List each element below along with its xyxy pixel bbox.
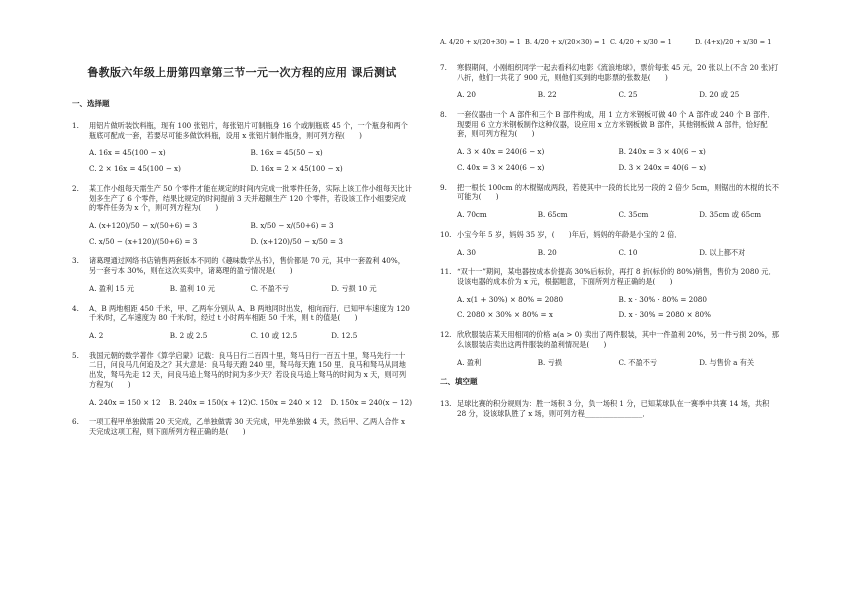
answer-option[interactable]: C. 4/20 + x/30 = 1	[610, 38, 672, 46]
answer-options	[457, 147, 780, 172]
question-12	[440, 330, 780, 367]
answer-option[interactable]: C. x/50 − (x+120)/(50+6) = 3	[89, 236, 198, 246]
answer-option[interactable]: B. 16x = 45(50 − x)	[250, 148, 323, 158]
answer-option[interactable]: D. (4+x)/20 + x/30 = 1	[695, 38, 772, 46]
question-9	[440, 183, 780, 220]
question-stem: 诸葛理通过网络书店销售两套版本不同的《趣味数学丛书》，售价都是 70 元，其中一套盈利 40%，另一套亏本 30%，则在这次买卖中，诸葛理的盈亏情况是( )	[89, 256, 405, 276]
answer-option[interactable]: B. 240x = 3 × 40(6 − x)	[618, 147, 706, 157]
answer-option[interactable]: C. 2080 × 30% × 80% = x	[457, 310, 553, 320]
question-number: 7.	[440, 62, 447, 72]
answer-option[interactable]: A. 70cm	[457, 210, 487, 220]
answer-option[interactable]: D. 以上都不对	[699, 247, 746, 257]
answer-option[interactable]: D. 与售价 a 有关	[699, 357, 755, 367]
q6-options	[440, 38, 780, 47]
page-title: 鲁教版六年级上册第四章第三节一元一次方程的应用 课后测试	[87, 66, 397, 79]
question-11	[440, 267, 780, 320]
answer-option[interactable]: C. 10 或 12.5	[250, 331, 298, 341]
answer-option[interactable]: C. 不盈不亏	[618, 357, 658, 367]
question-2	[72, 184, 412, 247]
question-1	[72, 121, 412, 174]
question-stem: 某工作小组每天需生产 50 个零件才能在规定的时间内完成一批零件任务，实际上该工作小组每天比计划多生产了 6 个零件，结果比规定的时间提前 3 天并超额生产 120 个零件，若设该工作小组要完成的零件任务为 x 个，则可列方程为( )	[89, 183, 412, 213]
question-stem: 足球比赛的积分规则为：胜一场积 3 分，负一场积 1 分，已知某球队在一赛季中共赛 14 场，共积 28 分，设该球队胜了 x 场，则可列方程________________．	[457, 399, 770, 419]
question-number: 13.	[440, 399, 452, 409]
answer-option[interactable]: B. 65cm	[537, 210, 568, 220]
answer-option[interactable]: C. 不盈不亏	[250, 283, 290, 293]
question-number: 6.	[72, 417, 79, 427]
answer-option[interactable]: C. 40x = 3 × 240(6 − x)	[457, 162, 545, 172]
answer-option[interactable]: A. 盈利 15 元	[89, 283, 135, 293]
question-number: 10.	[440, 229, 452, 239]
question-8	[440, 110, 780, 173]
answer-option[interactable]: A. 30	[457, 247, 476, 257]
question-stem: 寒假期间，小刚组织同学一起去看科幻电影《流浪地球》，票价每张 45 元，20 张以上(不含 20 张)打八折，他们一共花了 900 元，则他们买到的电影票的张数是( )	[457, 62, 779, 82]
question-number: 12.	[440, 330, 452, 340]
answer-option[interactable]: A. 2	[89, 331, 104, 341]
answer-options	[89, 331, 412, 341]
answer-option[interactable]: D. 150x = 240(x − 12)	[330, 397, 412, 407]
answer-options	[89, 398, 412, 408]
answer-options	[457, 248, 780, 258]
question-stem: 把一根长 100cm 的木棍锯成两段，若使其中一段的长比另一段的 2 倍少 5cm，则锯出的木棍的长不可能为( )	[457, 182, 779, 202]
section-choice-heading: 一、选择题	[72, 98, 110, 108]
question-stem: 我国元朝的数学著作《算学启蒙》记载：良马日行二百四十里，驽马日行一百五十里，驽马先行一十二日，问良马几何追及之？其大意是：良马每天跑 240 里，驽马每天跑 150 里．良马和驽马从同地出发，驽马先走 12 天，问良马追上驽马的时间为多少天？若设良马追上驽马的时间为 x 天，则可列方程为( )	[89, 350, 407, 389]
question-number: 8.	[440, 110, 447, 120]
answer-option[interactable]: D. 12.5	[331, 331, 358, 341]
question-stem: 一套仪器由一个 A 部件和三个 B 部件构成，用 1 立方米钢板可做 40 个 A 部件或 240 个 B 部件．现要用 6 立方米钢板制作这种仪器，设应用 x 立方米钢板做 B 部件，其他钢板做 A 部件，恰好配套，则可列方程为( )	[457, 110, 775, 139]
question-stem: 一项工程甲单独做需 20 天完成，乙单独做需 30 天完成，甲先单独做 4 天，然后甲、乙两人合作 x 天完成这项工程，则下面所列方程正确的是( )	[89, 417, 406, 437]
answer-option[interactable]: A. 4/20 + x/(20+30) = 1	[440, 38, 521, 46]
answer-option[interactable]: A. 240x = 150 × 12	[89, 397, 161, 407]
answer-option[interactable]: A. (x+120)/50 − x/(50+6) = 3	[89, 221, 198, 230]
answer-option[interactable]: C. 2 × 16x = 45(100 − x)	[89, 164, 181, 174]
right-column	[440, 38, 780, 429]
answer-option[interactable]: D. x · 30% = 2080 × 80%	[618, 310, 711, 320]
question-number: 5.	[72, 350, 79, 360]
answer-option[interactable]: A. 20	[457, 90, 476, 100]
question-number: 9.	[440, 182, 447, 192]
question-number: 11.	[440, 267, 452, 277]
question-stem: A、B 两地相距 450 千米，甲、乙两车分别从 A、B 两地同时出发，相向而行．已知甲车速度为 120 千米/时，乙车速度为 80 千米/时，经过 t 小时两车相距 50 千米，则 t 的值是( )	[89, 303, 410, 323]
answer-option[interactable]: D. (x+120)/50 − x/50 = 3	[250, 236, 343, 246]
question-number: 4.	[72, 303, 79, 313]
answer-option[interactable]: C. 35cm	[618, 210, 649, 220]
question-7	[440, 63, 780, 100]
question-number: 1.	[72, 120, 79, 130]
answer-options	[457, 210, 780, 220]
question-stem: 小宝今年 5 岁，妈妈 35 岁，( )年后，妈妈的年龄是小宝的 2 倍．	[457, 229, 682, 239]
question-6	[72, 417, 412, 436]
question-stem: 用铝片做听装饮料瓶，现有 100 张铝片，每张铝片可制瓶身 16 个或制瓶底 45 个，一个瓶身和两个瓶底可配成一套，若要尽可能多做饮料瓶，设用 x 张铝片制作瓶身，则可列方程( )	[89, 120, 408, 140]
answer-option[interactable]: A. 盈利	[457, 357, 482, 367]
section-fill-heading: 二、填空题	[440, 377, 478, 387]
right-question-list	[440, 63, 780, 367]
question-10	[440, 230, 780, 257]
answer-option[interactable]: D. 20 或 25	[699, 90, 740, 100]
answer-option[interactable]: A. 16x = 45(100 − x)	[89, 148, 166, 158]
answer-options	[457, 358, 780, 368]
answer-options	[89, 284, 412, 294]
answer-option[interactable]: A. x(1 + 30%) × 80% = 2080	[457, 294, 564, 304]
question-5	[72, 351, 412, 408]
question-13	[440, 399, 780, 418]
answer-options	[89, 221, 412, 246]
answer-option[interactable]: B. 盈利 10 元	[169, 283, 215, 293]
left-question-list	[72, 121, 412, 437]
answer-option[interactable]: D. 亏损 10 元	[331, 283, 377, 293]
answer-option[interactable]: B. x · 30% · 80% = 2080	[618, 294, 707, 304]
left-column	[72, 0, 412, 447]
answer-options	[457, 90, 780, 100]
answer-option[interactable]: C. 150x = 240 × 12	[250, 397, 323, 407]
answer-option[interactable]: D. 35cm 或 65cm	[699, 210, 762, 220]
question-stem: 欣欣服装店某天用相同的价格 a(a > 0) 卖出了两件服装，其中一件盈利 20%，另一件亏损 20%，那么该服装店卖出这两件服装的盈利情况是( )	[457, 330, 779, 349]
answer-option[interactable]: B. 22	[537, 90, 557, 100]
answer-option[interactable]: A. 3 × 40x = 240(6 − x)	[457, 147, 545, 157]
answer-option[interactable]: D. 16x = 2 × 45(100 − x)	[250, 164, 343, 174]
answer-option[interactable]: B. 240x = 150(x + 12)	[169, 397, 251, 407]
answer-option[interactable]: B. x/50 − x/(50+6) = 3	[250, 221, 334, 230]
answer-options	[89, 148, 412, 173]
answer-option[interactable]: B. 4/20 + x/(20×30) = 1	[525, 38, 606, 46]
question-number: 3.	[72, 256, 79, 266]
answer-option[interactable]: C. 10	[618, 247, 638, 257]
answer-options	[457, 295, 780, 320]
question-number: 2.	[72, 183, 79, 193]
answer-option[interactable]: B. 2 或 2.5	[169, 331, 208, 341]
answer-option[interactable]: D. 3 × 240x = 40(6 − x)	[618, 162, 707, 172]
answer-option[interactable]: C. 25	[618, 90, 638, 100]
question-3	[72, 256, 412, 293]
answer-option[interactable]: B. 亏损	[537, 357, 562, 367]
answer-option[interactable]: B. 20	[537, 247, 557, 257]
question-stem: “双十一”期间，某电器按成本价提高 30%后标价，再打 8 折(标价的 80%)销售，售价为 2080 元．设该电器的成本价为 x 元，根据题意，下面所列方程正确的是( )	[457, 267, 776, 286]
question-4	[72, 304, 412, 341]
